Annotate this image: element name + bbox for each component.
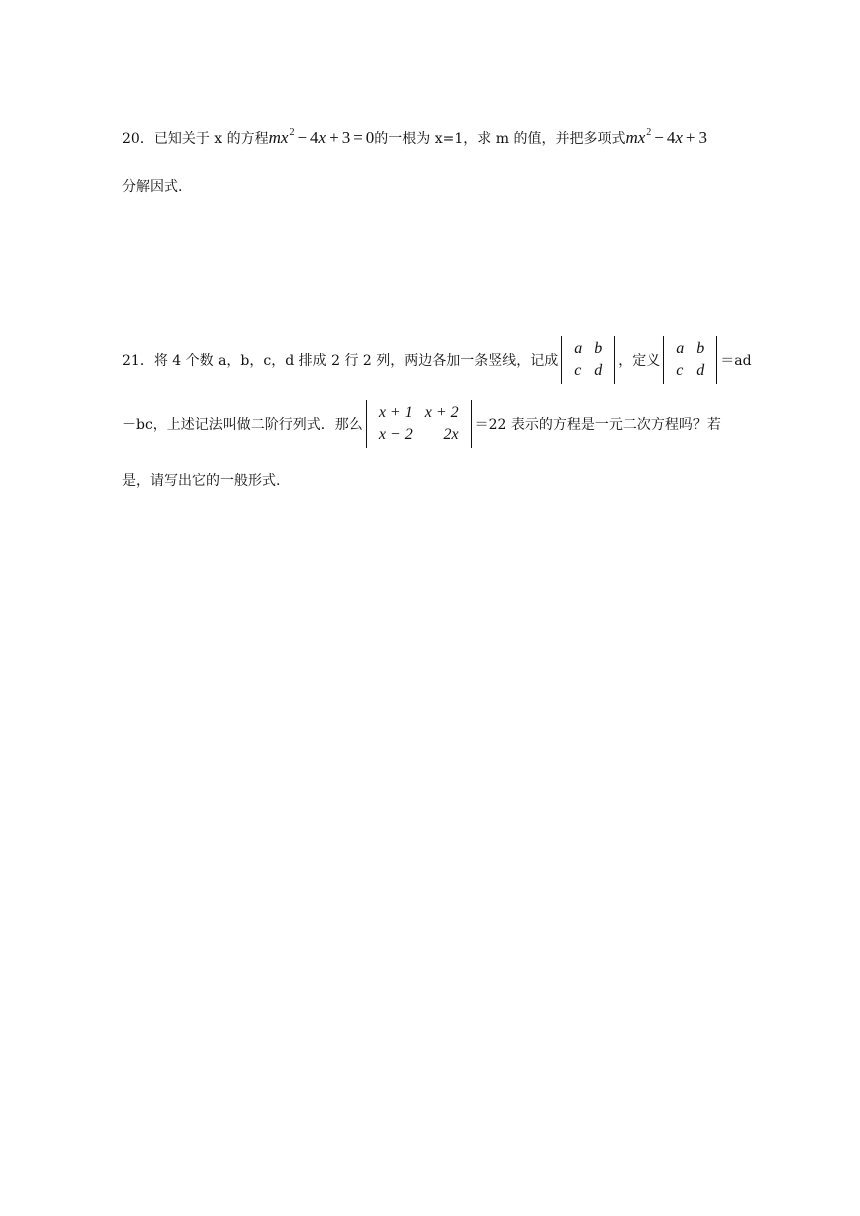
q21-line1 bbox=[122, 336, 752, 384]
q20-polynomial: $mx^2 - 4x + 3$ bbox=[625, 127, 708, 147]
q20-line2: 分解因式. bbox=[122, 179, 183, 195]
q20-text1: 已知关于 x 的方程 bbox=[153, 131, 269, 147]
q21-text3: ＝ad bbox=[720, 353, 752, 369]
q20-number: 20． bbox=[122, 131, 154, 147]
q20-text2: 的一根为 x=1，求 m 的值，并把多项式 bbox=[374, 131, 626, 147]
determinant-equation: x + 1 x + 2 x − 2 2x bbox=[366, 400, 472, 448]
q21-number: 21． bbox=[122, 353, 154, 369]
q21-line3: 是，请写出它的一般形式. bbox=[122, 473, 281, 489]
q20-equation: $mx^2 - 4x + 3 = 0$ bbox=[268, 127, 375, 147]
q21-line2: －bc，上述记法叫做二阶行列式．那么 x + 1 x + 2 x − 2 2x ＝22 表示的方程是一元二次方程吗？若 bbox=[122, 400, 721, 448]
q21-text2: ，定义 bbox=[618, 353, 661, 369]
determinant-definition: a b c d bbox=[663, 336, 717, 384]
determinant-notation: a b c d bbox=[561, 336, 615, 384]
q21-text1: 将 4 个数 a，b，c，d 排成 2 行 2 列，两边各加一条竖线，记成 bbox=[153, 353, 559, 369]
q20-line1 bbox=[122, 128, 707, 148]
